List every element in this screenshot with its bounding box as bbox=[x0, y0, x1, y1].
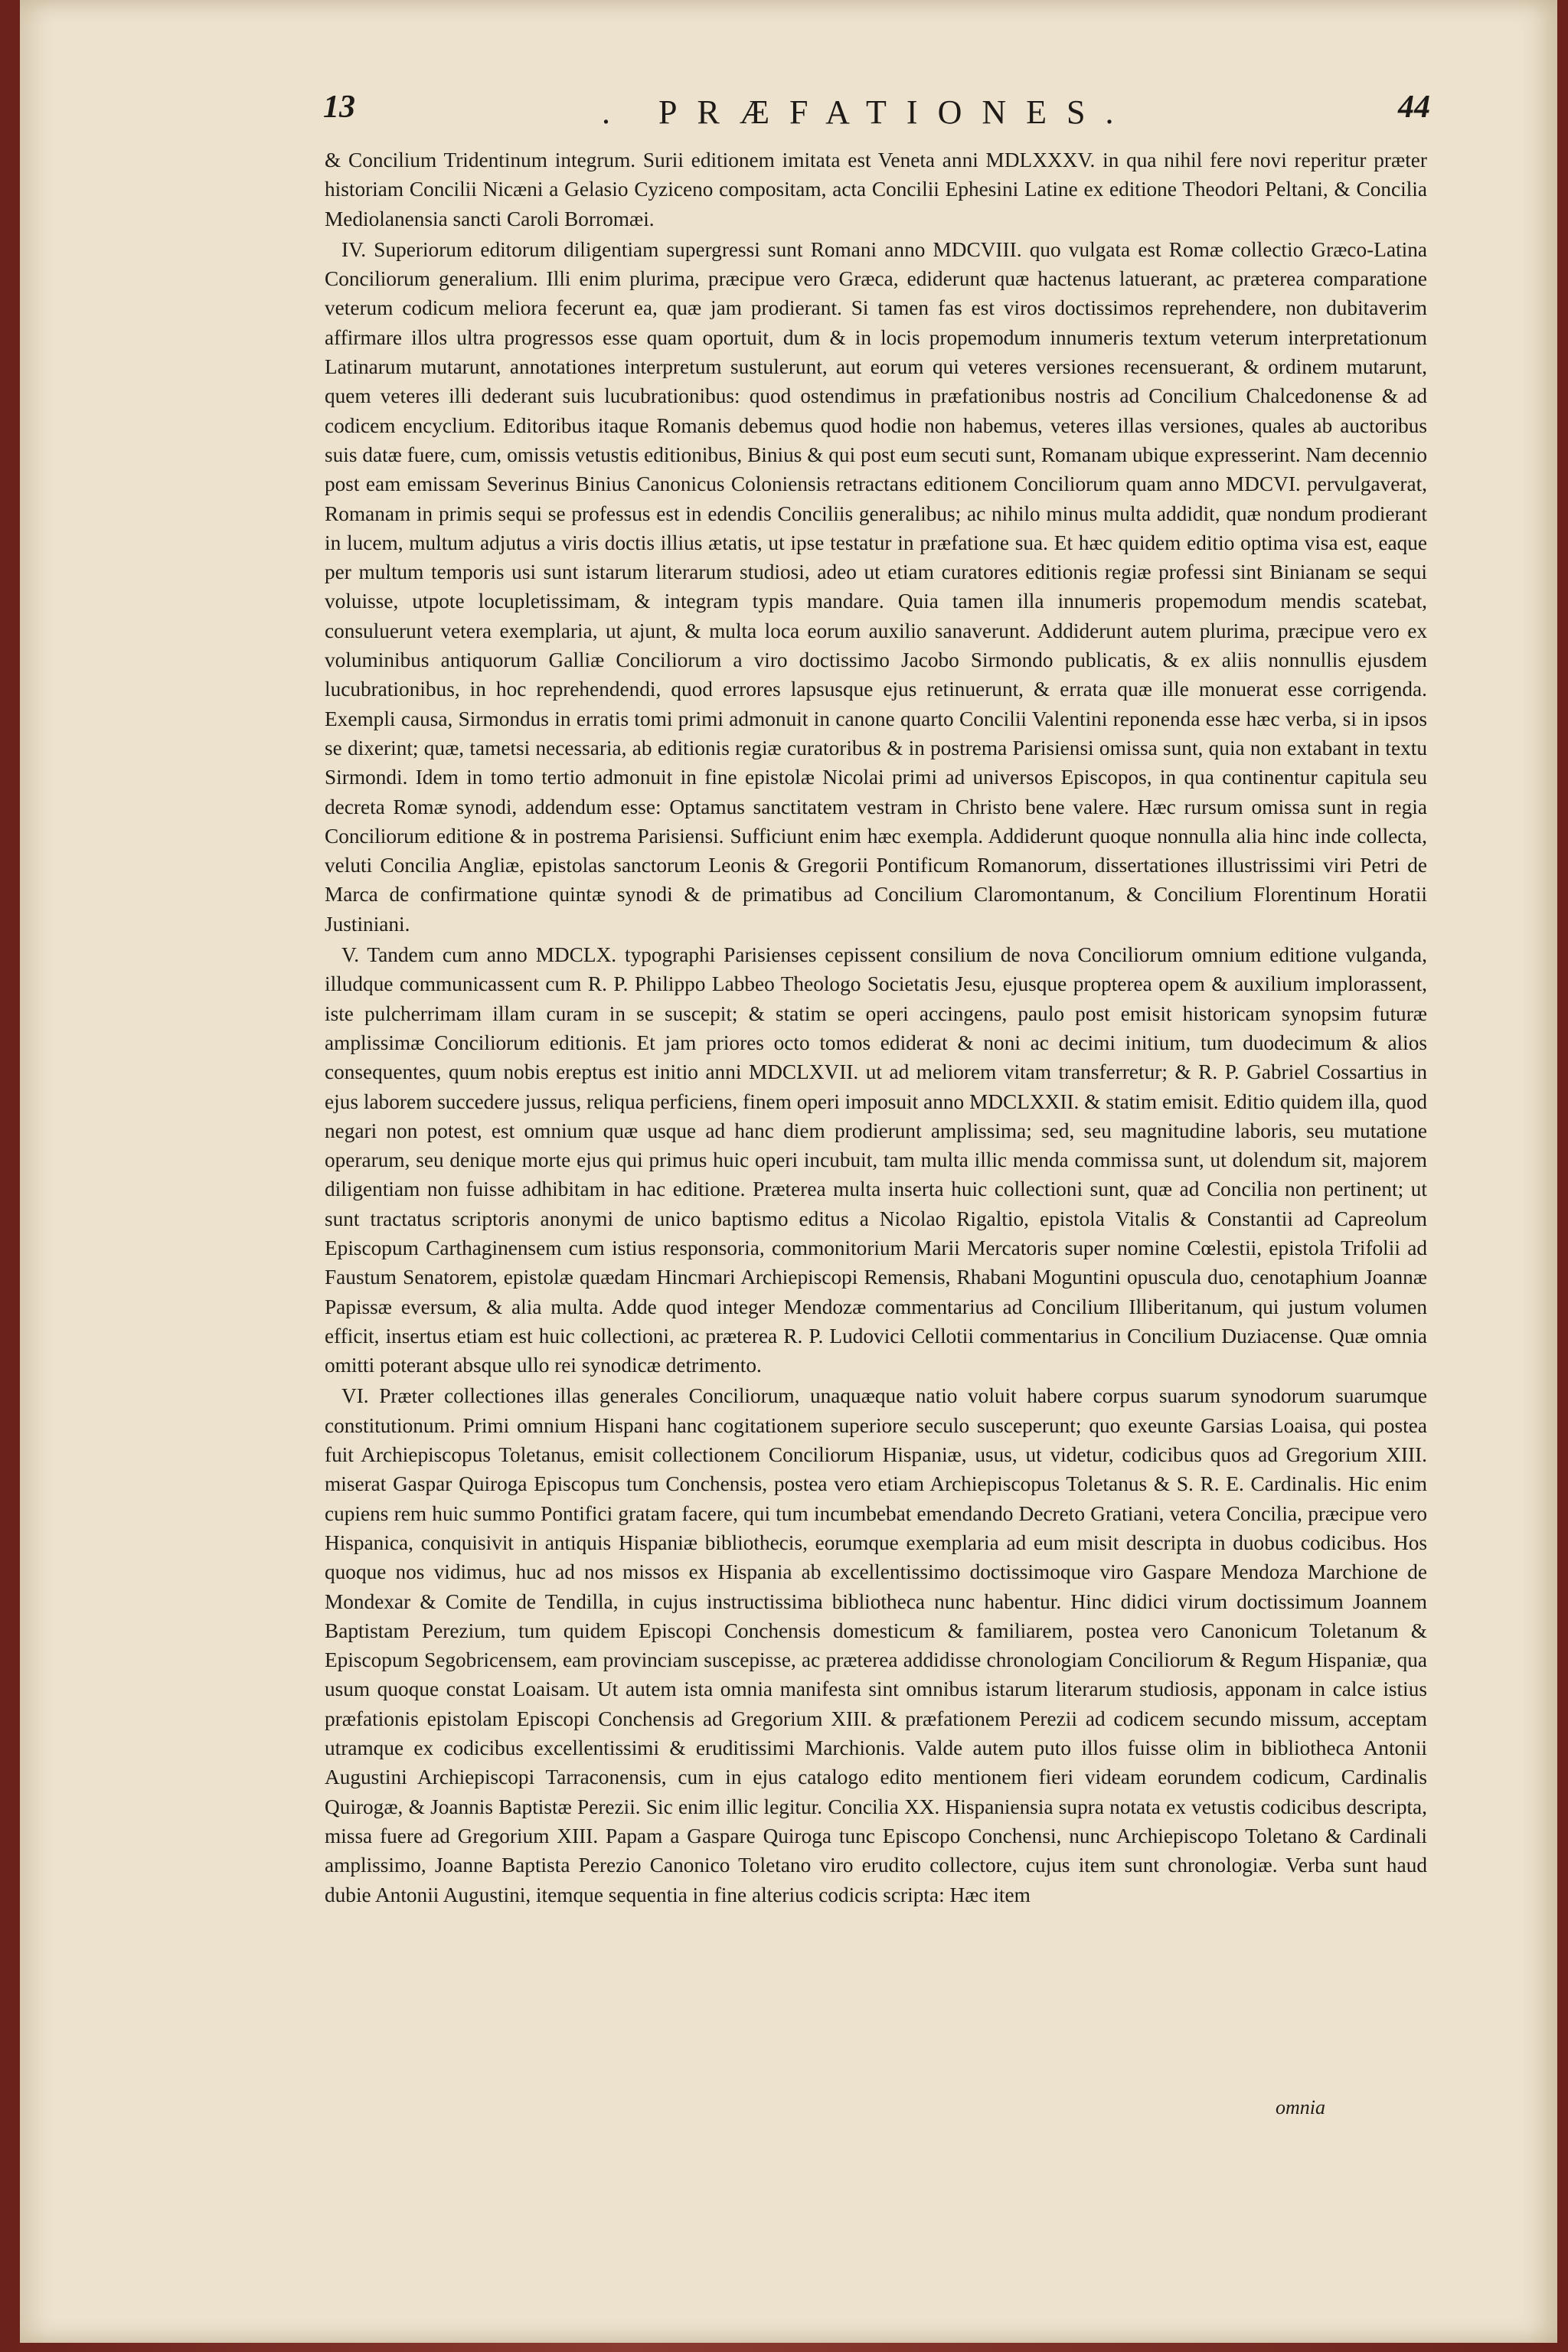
page-number-left: 13 bbox=[323, 90, 355, 125]
paragraph: V. Tandem cum anno MDCLX. typographi Parisienses cepissent consilium de nova Conciliorum omnium editione vulganda, illudque communicassent cum R. P. Philippo Labbeo Theologo Societatis Jesu, ejusque propterea opem & auxilium implorassent, iste pulcherrimam illam curam in se suscepit; & statim se operi accingens, paulo post emisit historicam synopsim futuræ amplissimæ Conciliorum editionis. Et jam priores octo tomos ediderat & noni ac decimi initium, tum duodecimum & alios consequentes, quum nobis ereptus est initio anni MDCLXVII. ut ad meliorem vitam transferretur; & R. P. Gabriel Cossartius in ejus laborem succedere jussus, reliqua perficiens, finem operi imposuit anno MDCLXXII. & statim emisit. Editio quidem illa, quod negari non potest, est omnium quæ usque ad hanc diem prodierunt amplissima; sed, seu magnitudine laboris, seu mutatione operarum, seu denique morte ejus qui primus huic operi incubuit, tam multa illic menda commissa sunt, ut dolendum sit, majorem diligentiam non fuisse adhibitam in hac editione. Præterea multa inserta huic collectioni sunt, quæ ad Concilia non pertinent; ut sunt tractatus scriptoris anonymi de unico baptismo editus a Nicolao Rigaltio, epistola Vitalis & Constantii ad Capreolum Episcopum Carthaginensem cum istius responsoria, commonitorium Marii Mercatoris super nomine Cœlestii, epistola Trifolii ad Faustum Senatorem, epistolæ quædam Hincmari Archiepiscopi Remensis, Rhabani Moguntini opuscula duo, cenotaphium Joannæ Papissæ eversum, & alia multa. Adde quod integer Mendozæ commentarius ad Concilium Illiberitanum, qui justum volumen efficit, insertus etiam est huic collectioni, ac præterea R. P. Ludovici Cellotii commentarius in Concilium Duziacense. Quæ omnia omitti poterant absque ullo rei synodicæ detrimento. bbox=[325, 943, 1427, 1377]
page-number-right: 44 bbox=[1398, 90, 1430, 125]
running-head-title: . PRÆFATIONES. bbox=[602, 93, 1134, 131]
paragraph: VI. Præter collectiones illas generales Conciliorum, unaquæque natio voluit habere corpus suarum synodorum suarumque constitutionum. Primi omnium Hispani hanc cogitationem superiore seculo susceperunt; quo exeunte Garsias Loaisa, qui postea fuit Archiepiscopus Toletanus, emisit collectionem Conciliorum Hispaniæ, usus, ut videtur, codicibus quos ad Gregorium XIII. miserat Gaspar Quiroga Episcopus tum Conchensis, postea vero etiam Archiepiscopus Toletanus & S. R. E. Cardinalis. Hic enim cupiens rem huic summo Pontifici gratam facere, qui tum incumbebat emendando Decreto Gratiani, vetera Concilia, præcipue vero Hispanica, conquisivit in antiquis Hispaniæ bibliothecis, eorumque exemplaria ad eum misit descripta in duobus codicibus. Hos quoque nos vidimus, huc ad nos missos ex Hispania ab excellentissimo doctissimoque viro Gaspare Mendoza Marchione de Mondexar & Comite de Tendilla, in cujus instructissima bibliotheca nunc habentur. Hinc didici virum doctissimum Joannem Baptistam Perezium, tum quidem Episcopi Conchensis domesticum & familiarem, postea vero Canonicum Toletanum & Episcopum Segobricensem, eam provinciam suscepisse, ac præterea addidisse chronologiam Conciliorum & Regum Hispaniæ, qua usum quoque constat Loaisam. Ut autem ista omnia manifesta sint omnibus istarum literarum studiosis, apponam in calce istius præfationis epistolam Episcopi Conchensis ad Gregorium XIII. & præfationem Perezii ad codicem secundo missum, acceptam utramque ex codicibus excellentissimi & eruditissimi Marchionis. Valde autem puto illos fuisse olim in bibliotheca Antonii Augustini Archiepiscopi Tarraconensis, cum in ejus catalogo edito mentionem fieri videam eorundem codicum, Cardinalis Quirogæ, & Joannis Baptistæ Perezii. Sic enim illic legitur. Concilia XX. Hispaniensia supra notata ex vetustis codicibus descripta, missa fuere ad Gregorium XIII. Papam a Gaspare Quiroga tunc Episcopo Conchensi, nunc Archiepiscopo Toletano & Cardinali amplissimo, Joanne Baptista Perezio Canonico Toletano viro erudito collectore, cujus item sunt chronologiæ. Verba sunt haud dubie Antonii Augustini, itemque sequentia in fine alterius codicis scripta: Hæc item bbox=[325, 1384, 1427, 1906]
paragraph: & Concilium Tridentinum integrum. Surii editionem imitata est Veneta anni MDLXXXV. in qua nihil fere novi reperitur præter historiam Concilii Nicæni a Gelasio Cyziceno compositam, acta Concilii Ephesini Latine ex editione Theodori Peltani, & Concilia Mediolanensia sancti Caroli Borromæi. bbox=[325, 149, 1427, 230]
running-header bbox=[326, 89, 1459, 135]
paragraph: IV. Superiorum editorum diligentiam supergressi sunt Romani anno MDCVIII. quo vulgata est Romæ collectio Græco-Latina Conciliorum generalium. Illi enim plurima, præcipue vero Græca, ediderunt quæ hactenus latuerant, ac præterea comparatione veterum codicum meliora fecerunt ea, quæ jam prodierant. Si tamen fas est viros doctissimos reprehendere, non dubitaverim affirmare illos ultra progressos esse quam oportuit, dum & in locis propemodum innumeris textum veterum interpretationum Latinarum mutarunt, annotationes interpretum sustulerunt, aut eorum qui veteres versiones recensuerant, & ordinem mutarunt, quem veteres illi dederant suis lucubrationibus: quod ostendimus in præfationibus nostris ad Concilium Chalcedonense & ad codicem encyclium. Editoribus itaque Romanis debemus quod hodie non habemus, veteres illas versiones, quales ab auctoribus suis datæ fuere, cum, omissis vetustis editionibus, Binius & qui post eum secuti sunt, Romanam ubique expresserint. Nam decennio post eam emissam Severinus Binius Canonicus Coloniensis retractans editionem Conciliorum quam anno MDCVI. pervulgaverat, Romanam in primis sequi se professus est in edendis Conciliis generalibus; ac nihilo minus multa addidit, quæ nondum prodierant in lucem, multum adjutus a viris doctis illius ætatis, ut ipse testatur in præfatione sua. Et hæc quidem editio optima visa est, eaque per multum temporis usi sunt istarum literarum studiosi, adeo ut etiam curatores editionis regiæ professi sint Binianam se sequi voluisse, utpote locupletissimam, & integram typis mandare. Quia tamen illa innumeris propemodum mendis scatebat, consuluerunt vetera exemplaria, ut ajunt, & multa loca eorum auxilio sanaverunt. Addiderunt autem plurima, præcipue vero ex voluminibus antiquorum Galliæ Conciliorum a viro doctissimo Jacobo Sirmondo publicatis, & ex aliis nonnullis ejusdem lucubrationibus, in hoc reprehendendi, quod errores lapsusque ejus retinuerunt, & errata quæ ille monuerat esse corrigenda. Exempli causa, Sirmondus in erratis tomi primi admonuit in canone quarto Concilii Valentini reponenda esse hæc verba, si in ipsos se dixerint; quæ, tametsi necessaria, ab editionis regiæ curatoribus & in postrema Parisiensi omissa sunt, quia non extabant in textu Sirmondi. Idem in tomo tertio admonuit in fine epistolæ Nicolai primi ad universos Episcopos, in qua continentur capitula seu decreta Romæ synodi, addendum esse: Optamus sanctitatem vestram in Christo bene valere. Hæc rursum omissa sunt in regia Conciliorum editione & in postrema Parisiensi. Sufficiunt enim hæc exempla. Addiderunt quoque nonnulla alia hinc inde collecta, veluti Concilia Angliæ, epistolas sanctorum Leonis & Gregorii Pontificum Romanorum, dissertationes illustrissimi viri Petri de Marca de confirmatione quintæ synodi & de primatibus ad Concilium Claromontanum, & Concilium Florentinum Horatii Justiniani. bbox=[325, 237, 1427, 936]
catchword: omnia bbox=[1276, 2096, 1325, 2118]
book-page bbox=[20, 0, 1557, 2343]
body-text bbox=[325, 145, 1427, 1909]
